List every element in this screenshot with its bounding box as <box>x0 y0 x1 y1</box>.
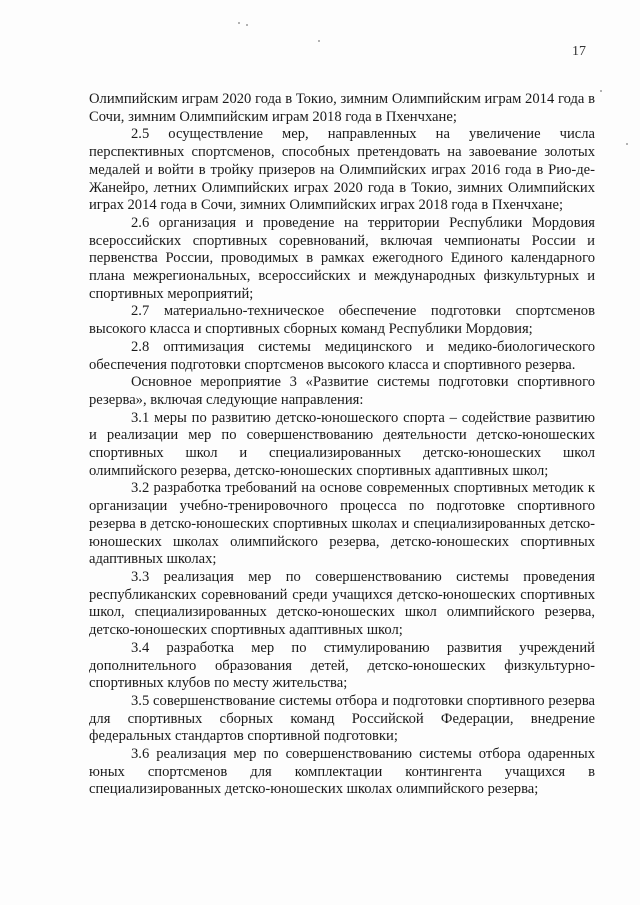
page-number: 17 <box>572 44 586 59</box>
paragraph: Основное мероприятие 3 «Развитие системы подготовки спортивного резерва», включая следующие направления: <box>89 374 595 408</box>
document-body <box>89 91 595 799</box>
scan-speck <box>238 22 240 24</box>
paragraph: 2.8 оптимизация системы медицинского и медико-биологического обеспечения подготовки спортсменов высокого класса и спортивного резерва. <box>89 338 595 373</box>
scan-speck <box>626 143 628 145</box>
paragraph: 3.6 реализация мер по совершенствованию системы отбора одаренных юных спортсменов для комплектации контингента учащихся в специализированных детско-юношеских школах олимпийского резерва; <box>89 746 595 798</box>
paragraph: 3.2 разработка требований на основе современных спортивных методик к организации учебно-тренировочного процесса по подготовке спортивного резерва в детско-юношеских спортивных школах и специализированных детско-юношеских школах олимпийского резерва, детско-юношеских спортивных адаптивных школах; <box>89 480 595 568</box>
paragraph: 3.4 разработка мер по стимулированию развития учреждений дополнительного образования детей, детско-юношеских физкультурно-спортивных клубов по месту жительства; <box>89 639 595 692</box>
scan-speck <box>318 40 320 42</box>
scan-speck <box>600 90 602 92</box>
paragraph: 2.7 материально-техническое обеспечение подготовки спортсменов высокого класса и спортивных сборных команд Республики Мордовия; <box>89 303 595 338</box>
paragraph: 3.3 реализация мер по совершенствованию системы проведения республиканских соревнований среди учащихся детско-юношеских спортивных школ, специализированных детско-юношеских школ олимпийского резерва, детско-юношеских спортивных адаптивных школ; <box>89 568 595 639</box>
paragraph: 3.5 совершенствование системы отбора и подготовки спортивного резерва для спортивных сборных команд Российской Федерации, внедрение федеральных стандартов спортивной подготовки; <box>89 692 595 745</box>
paragraph: 3.1 меры по развитию детско-юношеского спорта – содействие развитию и реализации мер по совершенствованию деятельности детско-юношеских спортивных школ и специализированных детско-юношеских школ олимпийского резерва, детско-юношеских спортивных адаптивных школ; <box>89 409 595 479</box>
paragraph: 2.6 организация и проведение на территории Республики Мордовия всероссийских спортивных соревнований, включая чемпионаты России и первенства России, проводимых в рамках ежегодного Единого календарного плана межрегиональных, всероссийских и международных физкультурных и спортивных мероприятий; <box>89 214 595 302</box>
paragraph: Олимпийским играм 2020 года в Токио, зимним Олимпийским играм 2014 года в Сочи, зимним Олимпийским играм 2018 года в Пхенчхане; <box>89 91 595 125</box>
paragraph: 2.5 осуществление мер, направленных на увеличение числа перспективных спортсменов, способных претендовать на завоевание золотых медалей и войти в тройку призеров на Олимпийских играх 2016 года в Рио-де-Жанейро, летних Олимпийских играх 2020 года в Токио, зимних Олимпийских играх 2014 года в Сочи, зимних Олимпийских играх 2018 года в Пхенчхане; <box>89 126 595 214</box>
scan-speck <box>246 24 248 26</box>
